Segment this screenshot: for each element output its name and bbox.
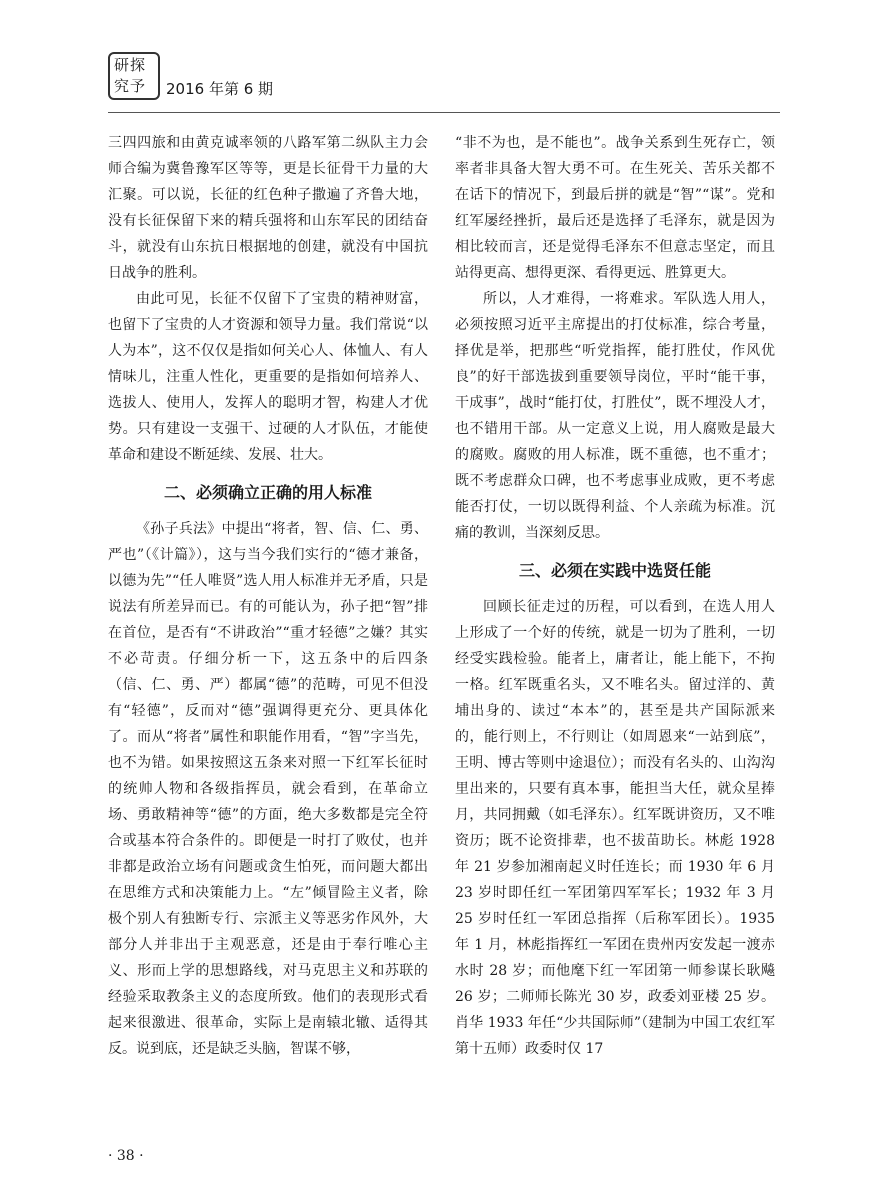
- paragraph: 由此可见，长征不仅留下了宝贵的精神财富，也留下了宝贵的人才资源和领导力量。我们常说“以人为本”，这不仅仅是指如何关心人、体恤人、有人情味儿，注重人性化，更重要的是指如何培养人、选拔人、使用人，发挥人的聪明才智，构建人才优势。只有建设一支强干、过硬的人才队伍，才能使革命和建设不断延续、发展、壮大。: [108, 291, 428, 463]
- paragraph: 《孙子兵法》中提出“将者，智、信、仁、勇、严也”（《计篇》），这与当今我们实行的“德才兼备，以德为先”“任人唯贤”选人用人标准并无矛盾，只是说法有所差异而已。有的可能认为，孙子把“智”排在首位，是否有“不讲政治”“重才轻德”之嫌？其实不必苛责。仔细分析一下，这五条中的后四条（信、仁、勇、严）都属“德”的范畴，可见不但没有“轻德”，反而对“德”强调得更充分、更具体化了。而从“将者”属性和职能作用看，“智”字当先，也不为错。如果按照这五条来对照一下红军长征时的统帅人物和各级指挥员，就会看到，在革命立场、勇敢精神等“德”的方面，绝大多数都是完全符合或基本符合条件的。即便是一时打了败仗，也并非都是政治立场有问题或贪生怕死，而问题大都出在思维方式和决策能力上。“左”倾冒险主义者，除极个别人有独断专行、宗派主义等恶劣作风外，大部分人并非出于主观恶意，还是由于奉行唯心主义、形而上学的思想路线，对马克思主义和苏联的经验采取教条主义的态度所致。他们的表现形式看起来很激进、很革命，实际上是南辕北辙、适得其反。说到底，还是缺乏头脑，智谋不够，: [108, 521, 428, 1057]
- paragraph: “非不为也，是不能也”。战争关系到生死存亡，领率者非具备大智大勇不可。在生死关、苦乐关都不在话下的情况下，到最后拼的就是“智”“谋”。党和红军屡经挫折，最后还是选择了毛泽东，就是因为相比较而言，还是觉得毛泽东不但意志坚定，而且站得更高、想得更深、看得更远、胜算更大。: [455, 135, 775, 281]
- issue-label: 2016 年第 6 期: [166, 80, 274, 98]
- right-column: [455, 130, 775, 1062]
- paragraph: 所以，人才难得，一将难求。军队选人用人，必须按照习近平主席提出的打仗标准，综合考量，择优是举，把那些“听党指挥，能打胜仗，作风优良”的好干部选拔到重要领导岗位，平时“能干事，干成事”，战时“能打仗，打胜仗”，既不埋没人才，也不错用干部。从一定意义上说，用人腐败是最大的腐败。腐败的用人标准，既不重德，也不重才；既不考虑群众口碑，也不考虑事业成败，更不考虑能否打仗，一切以既得利益、个人亲疏为标准。沉痛的教训，当深刻反思。: [455, 291, 775, 541]
- section-heading: 三、必须在实践中选贤任能: [518, 561, 711, 580]
- section-heading: 二、必须确立正确的用人标准: [163, 483, 372, 502]
- logo-text-line2: 究予: [114, 77, 147, 95]
- paragraph: 回顾长征走过的历程，可以看到，在选人用人上形成了一个好的传统，就是一切为了胜利，一切经受实践检验。能者上，庸者让，能上能下，不拘一格。红军既重名头，又不唯名头。留过洋的、黄埔出身的、读过“本本”的，甚至是共产国际派来的，能行则上，不行则让（如周恩来“一站到底”，王明、博古等则中途退位）；而没有名头的、山沟沟里出来的，只要有真本事，能担当大任，就众星捧月，共同拥戴（如毛泽东）。红军既讲资历，又不唯资历；既不论资排辈，也不拔苗助长。林彪 1928 年 21 岁参加湘南起义时任连长；而 1930 年 6 月 23 岁时即任红一军团第四军军长；1932 年 3 月 25 岁时任红一军团总指挥（后称军团长）。1935 年 1 月，林彪指挥红一军团在贵州丙安发起一渡赤水时 28 岁；而他麾下红一军团第一师参谋长耿飚 26 岁；二师师长陈光 30 岁，政委刘亚楼 25 岁。肖华 1933 年任“少共国际师”（建制为中国工农红军第十五师）政委时仅 17: [455, 599, 775, 1057]
- left-column: [108, 130, 428, 1062]
- journal-logo: [108, 52, 160, 100]
- page-number: · 38 ·: [108, 1148, 144, 1164]
- header-divider: [108, 112, 780, 113]
- paragraph: 三四四旅和由黄克诚率领的八路军第二纵队主力会师合编为冀鲁豫军区等等，更是长征骨干力量的大汇聚。可以说，长征的红色种子撒遍了齐鲁大地，没有长征保留下来的精兵强将和山东军民的团结奋斗，就没有山东抗日根据地的创建，就没有中国抗日战争的胜利。: [108, 135, 428, 281]
- logo-text-line1: 研探: [114, 56, 147, 74]
